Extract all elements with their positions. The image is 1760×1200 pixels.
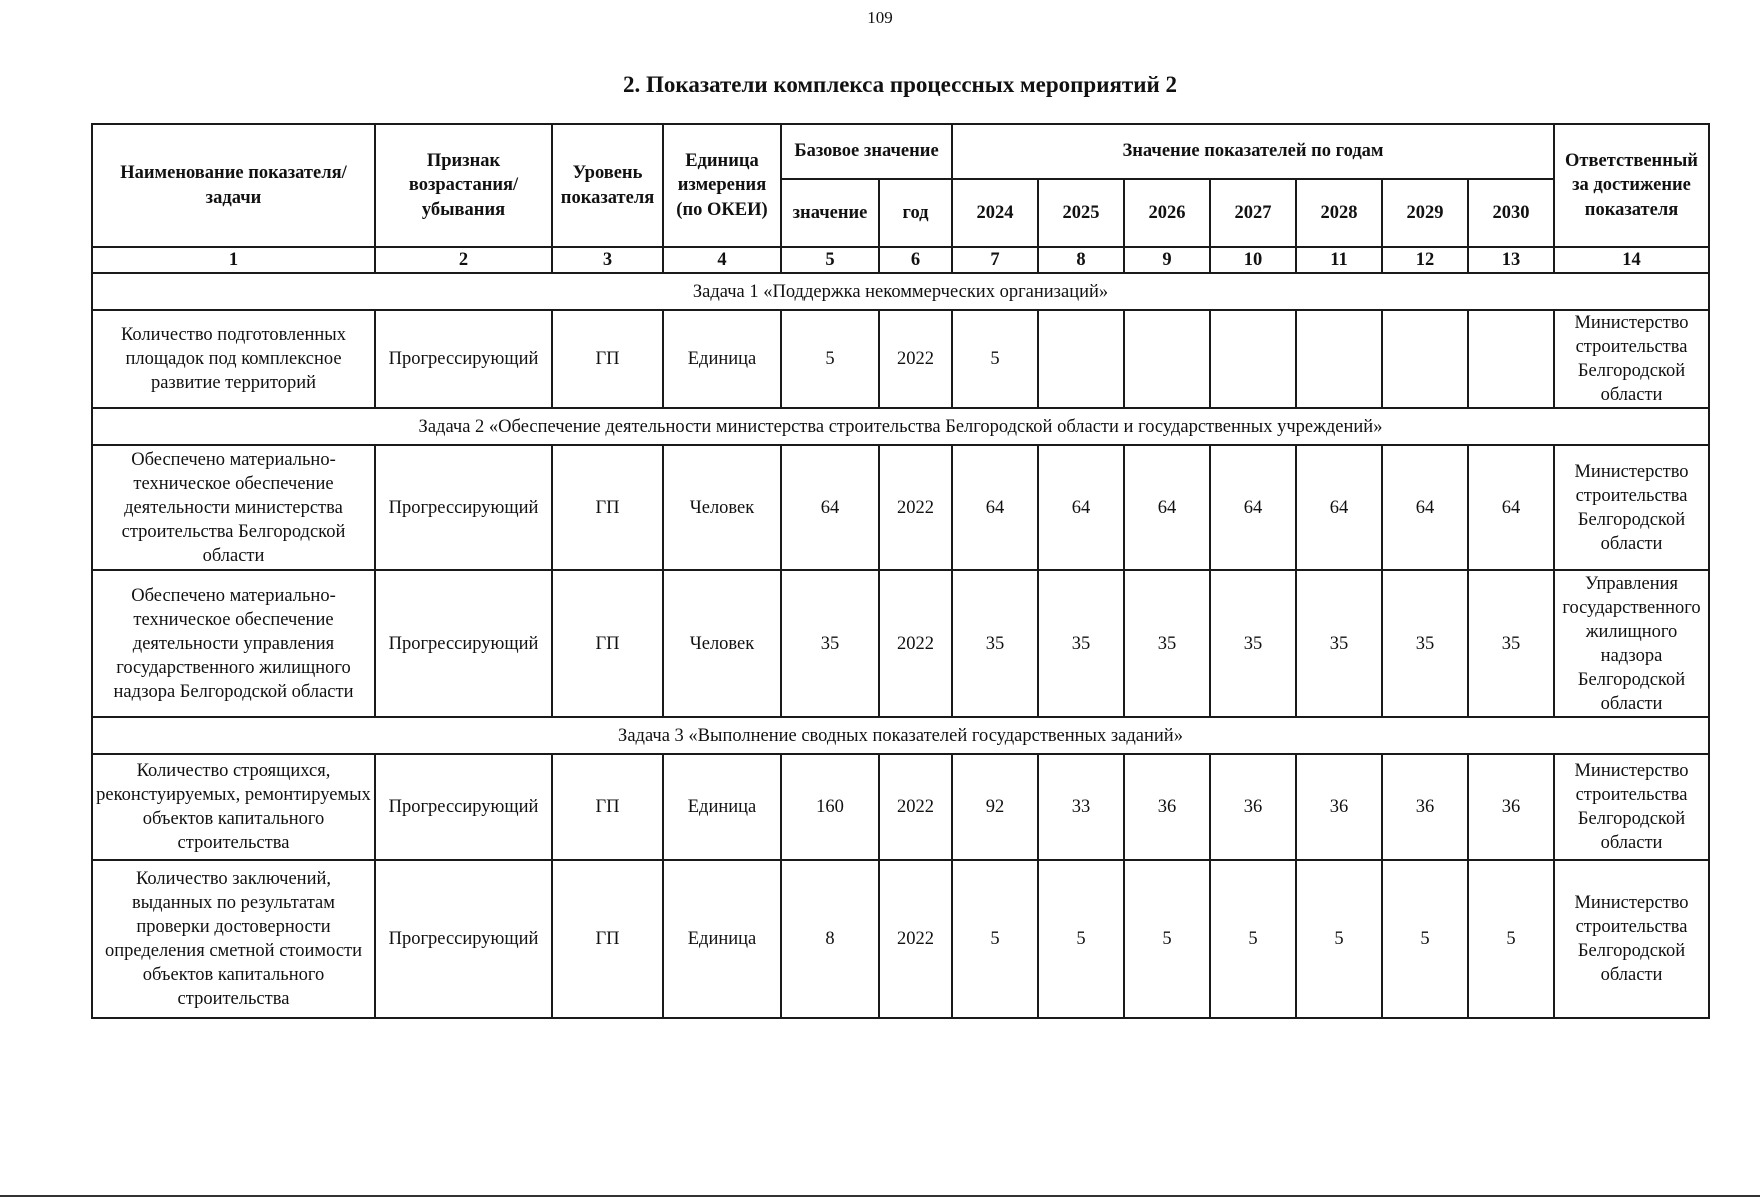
responsible: Министерство строительства Белгородской области [1554, 754, 1709, 860]
year-value [1038, 310, 1124, 408]
year-value [1468, 310, 1554, 408]
indicator-name: Количество заключений, выданных по результатам проверки достоверности определения сметной стоимости объектов капитального строительства [92, 860, 375, 1018]
page-bottom-edge [0, 1195, 1760, 1197]
table-row [92, 310, 1709, 408]
column-number: 12 [1382, 247, 1468, 273]
indicator-name: Количество подготовленных площадок под комплексное развитие территорий [92, 310, 375, 408]
header-unit: Единица измерения (по ОКЕИ) [663, 124, 781, 247]
year-value: 64 [1382, 445, 1468, 570]
column-number: 14 [1554, 247, 1709, 273]
column-number: 7 [952, 247, 1038, 273]
task-row [92, 717, 1709, 754]
base-value: 64 [781, 445, 879, 570]
indicator-unit: Единица [663, 860, 781, 1018]
year-value [1124, 310, 1210, 408]
year-value: 35 [1210, 570, 1296, 717]
year-value: 36 [1468, 754, 1554, 860]
header-year: 2026 [1124, 179, 1210, 247]
table-row [92, 860, 1709, 1018]
indicator-level: ГП [552, 754, 663, 860]
column-number: 9 [1124, 247, 1210, 273]
header-base: Базовое значение [781, 124, 952, 179]
indicator-level: ГП [552, 445, 663, 570]
base-value: 5 [781, 310, 879, 408]
year-value: 5 [1382, 860, 1468, 1018]
year-value: 35 [1296, 570, 1382, 717]
base-year: 2022 [879, 860, 952, 1018]
indicator-unit: Человек [663, 445, 781, 570]
year-value: 64 [952, 445, 1038, 570]
year-value: 35 [1382, 570, 1468, 717]
year-value: 92 [952, 754, 1038, 860]
indicator-level: ГП [552, 570, 663, 717]
column-number: 3 [552, 247, 663, 273]
header-values-by-year: Значение показателей по годам [952, 124, 1554, 179]
indicator-sign: Прогрессирующий [375, 310, 552, 408]
year-value: 35 [1468, 570, 1554, 717]
year-value: 64 [1210, 445, 1296, 570]
page-number: 109 [867, 8, 893, 27]
base-year: 2022 [879, 310, 952, 408]
header-year: 2024 [952, 179, 1038, 247]
base-year: 2022 [879, 754, 952, 860]
year-value: 36 [1210, 754, 1296, 860]
header-responsible: Ответственный за достижение показателя [1554, 124, 1709, 247]
year-value: 36 [1296, 754, 1382, 860]
task-title: Задача 1 «Поддержка некоммерческих организаций» [92, 273, 1709, 310]
year-value: 5 [952, 860, 1038, 1018]
column-number: 2 [375, 247, 552, 273]
year-value: 5 [1296, 860, 1382, 1018]
year-value: 36 [1382, 754, 1468, 860]
column-number: 13 [1468, 247, 1554, 273]
responsible: Управления государственного жилищного надзора Белгородской области [1554, 570, 1709, 717]
table-row [92, 754, 1709, 860]
indicator-unit: Единица [663, 754, 781, 860]
year-value: 5 [1468, 860, 1554, 1018]
year-value [1210, 310, 1296, 408]
indicator-name: Обеспечено материально-техническое обеспечение деятельности управления государственного жилищного надзора Белгородской области [92, 570, 375, 717]
task-title: Задача 2 «Обеспечение деятельности министерства строительства Белгородской области и государственных учреждений» [92, 408, 1709, 445]
year-value: 5 [1124, 860, 1210, 1018]
column-number: 11 [1296, 247, 1382, 273]
year-value: 64 [1468, 445, 1554, 570]
column-number: 8 [1038, 247, 1124, 273]
header-base-year: год [879, 179, 952, 247]
indicator-sign: Прогрессирующий [375, 860, 552, 1018]
header-year: 2028 [1296, 179, 1382, 247]
header-year: 2027 [1210, 179, 1296, 247]
year-value: 64 [1038, 445, 1124, 570]
year-value: 64 [1124, 445, 1210, 570]
base-value: 8 [781, 860, 879, 1018]
column-number: 5 [781, 247, 879, 273]
task-row [92, 273, 1709, 310]
base-year: 2022 [879, 570, 952, 717]
indicator-level: ГП [552, 860, 663, 1018]
responsible: Министерство строительства Белгородской области [1554, 860, 1709, 1018]
table-row [92, 570, 1709, 717]
year-value: 35 [952, 570, 1038, 717]
base-year: 2022 [879, 445, 952, 570]
column-number: 1 [92, 247, 375, 273]
year-value [1382, 310, 1468, 408]
page-title: 2. Показатели комплекса процессных мероприятий 2 [623, 72, 1177, 97]
indicator-unit: Единица [663, 310, 781, 408]
task-row [92, 408, 1709, 445]
header-sign: Признак возрастания/ убывания [375, 124, 552, 247]
indicator-unit: Человек [663, 570, 781, 717]
responsible: Министерство строительства Белгородской области [1554, 445, 1709, 570]
table-row [92, 445, 1709, 570]
task-title: Задача 3 «Выполнение сводных показателей государственных заданий» [92, 717, 1709, 754]
header-year: 2030 [1468, 179, 1554, 247]
responsible: Министерство строительства Белгородской области [1554, 310, 1709, 408]
year-value: 36 [1124, 754, 1210, 860]
base-value: 160 [781, 754, 879, 860]
year-value: 5 [1210, 860, 1296, 1018]
indicators-table [91, 123, 1710, 1019]
indicator-sign: Прогрессирующий [375, 570, 552, 717]
indicator-sign: Прогрессирующий [375, 445, 552, 570]
year-value: 35 [1124, 570, 1210, 717]
column-number: 4 [663, 247, 781, 273]
column-number: 10 [1210, 247, 1296, 273]
year-value: 64 [1296, 445, 1382, 570]
year-value: 35 [1038, 570, 1124, 717]
indicator-name: Обеспечено материально-техническое обеспечение деятельности министерства строительства Белгородской области [92, 445, 375, 570]
indicator-sign: Прогрессирующий [375, 754, 552, 860]
indicator-name: Количество строящихся, реконстуируемых, ремонтируемых объектов капитального строительства [92, 754, 375, 860]
year-value: 33 [1038, 754, 1124, 860]
header-name: Наименование показателя/задачи [92, 124, 375, 247]
indicator-level: ГП [552, 310, 663, 408]
base-value: 35 [781, 570, 879, 717]
year-value: 5 [952, 310, 1038, 408]
year-value: 5 [1038, 860, 1124, 1018]
header-level: Уровень показателя [552, 124, 663, 247]
header-base-value: значение [781, 179, 879, 247]
column-number: 6 [879, 247, 952, 273]
year-value [1296, 310, 1382, 408]
header-year: 2029 [1382, 179, 1468, 247]
header-year: 2025 [1038, 179, 1124, 247]
